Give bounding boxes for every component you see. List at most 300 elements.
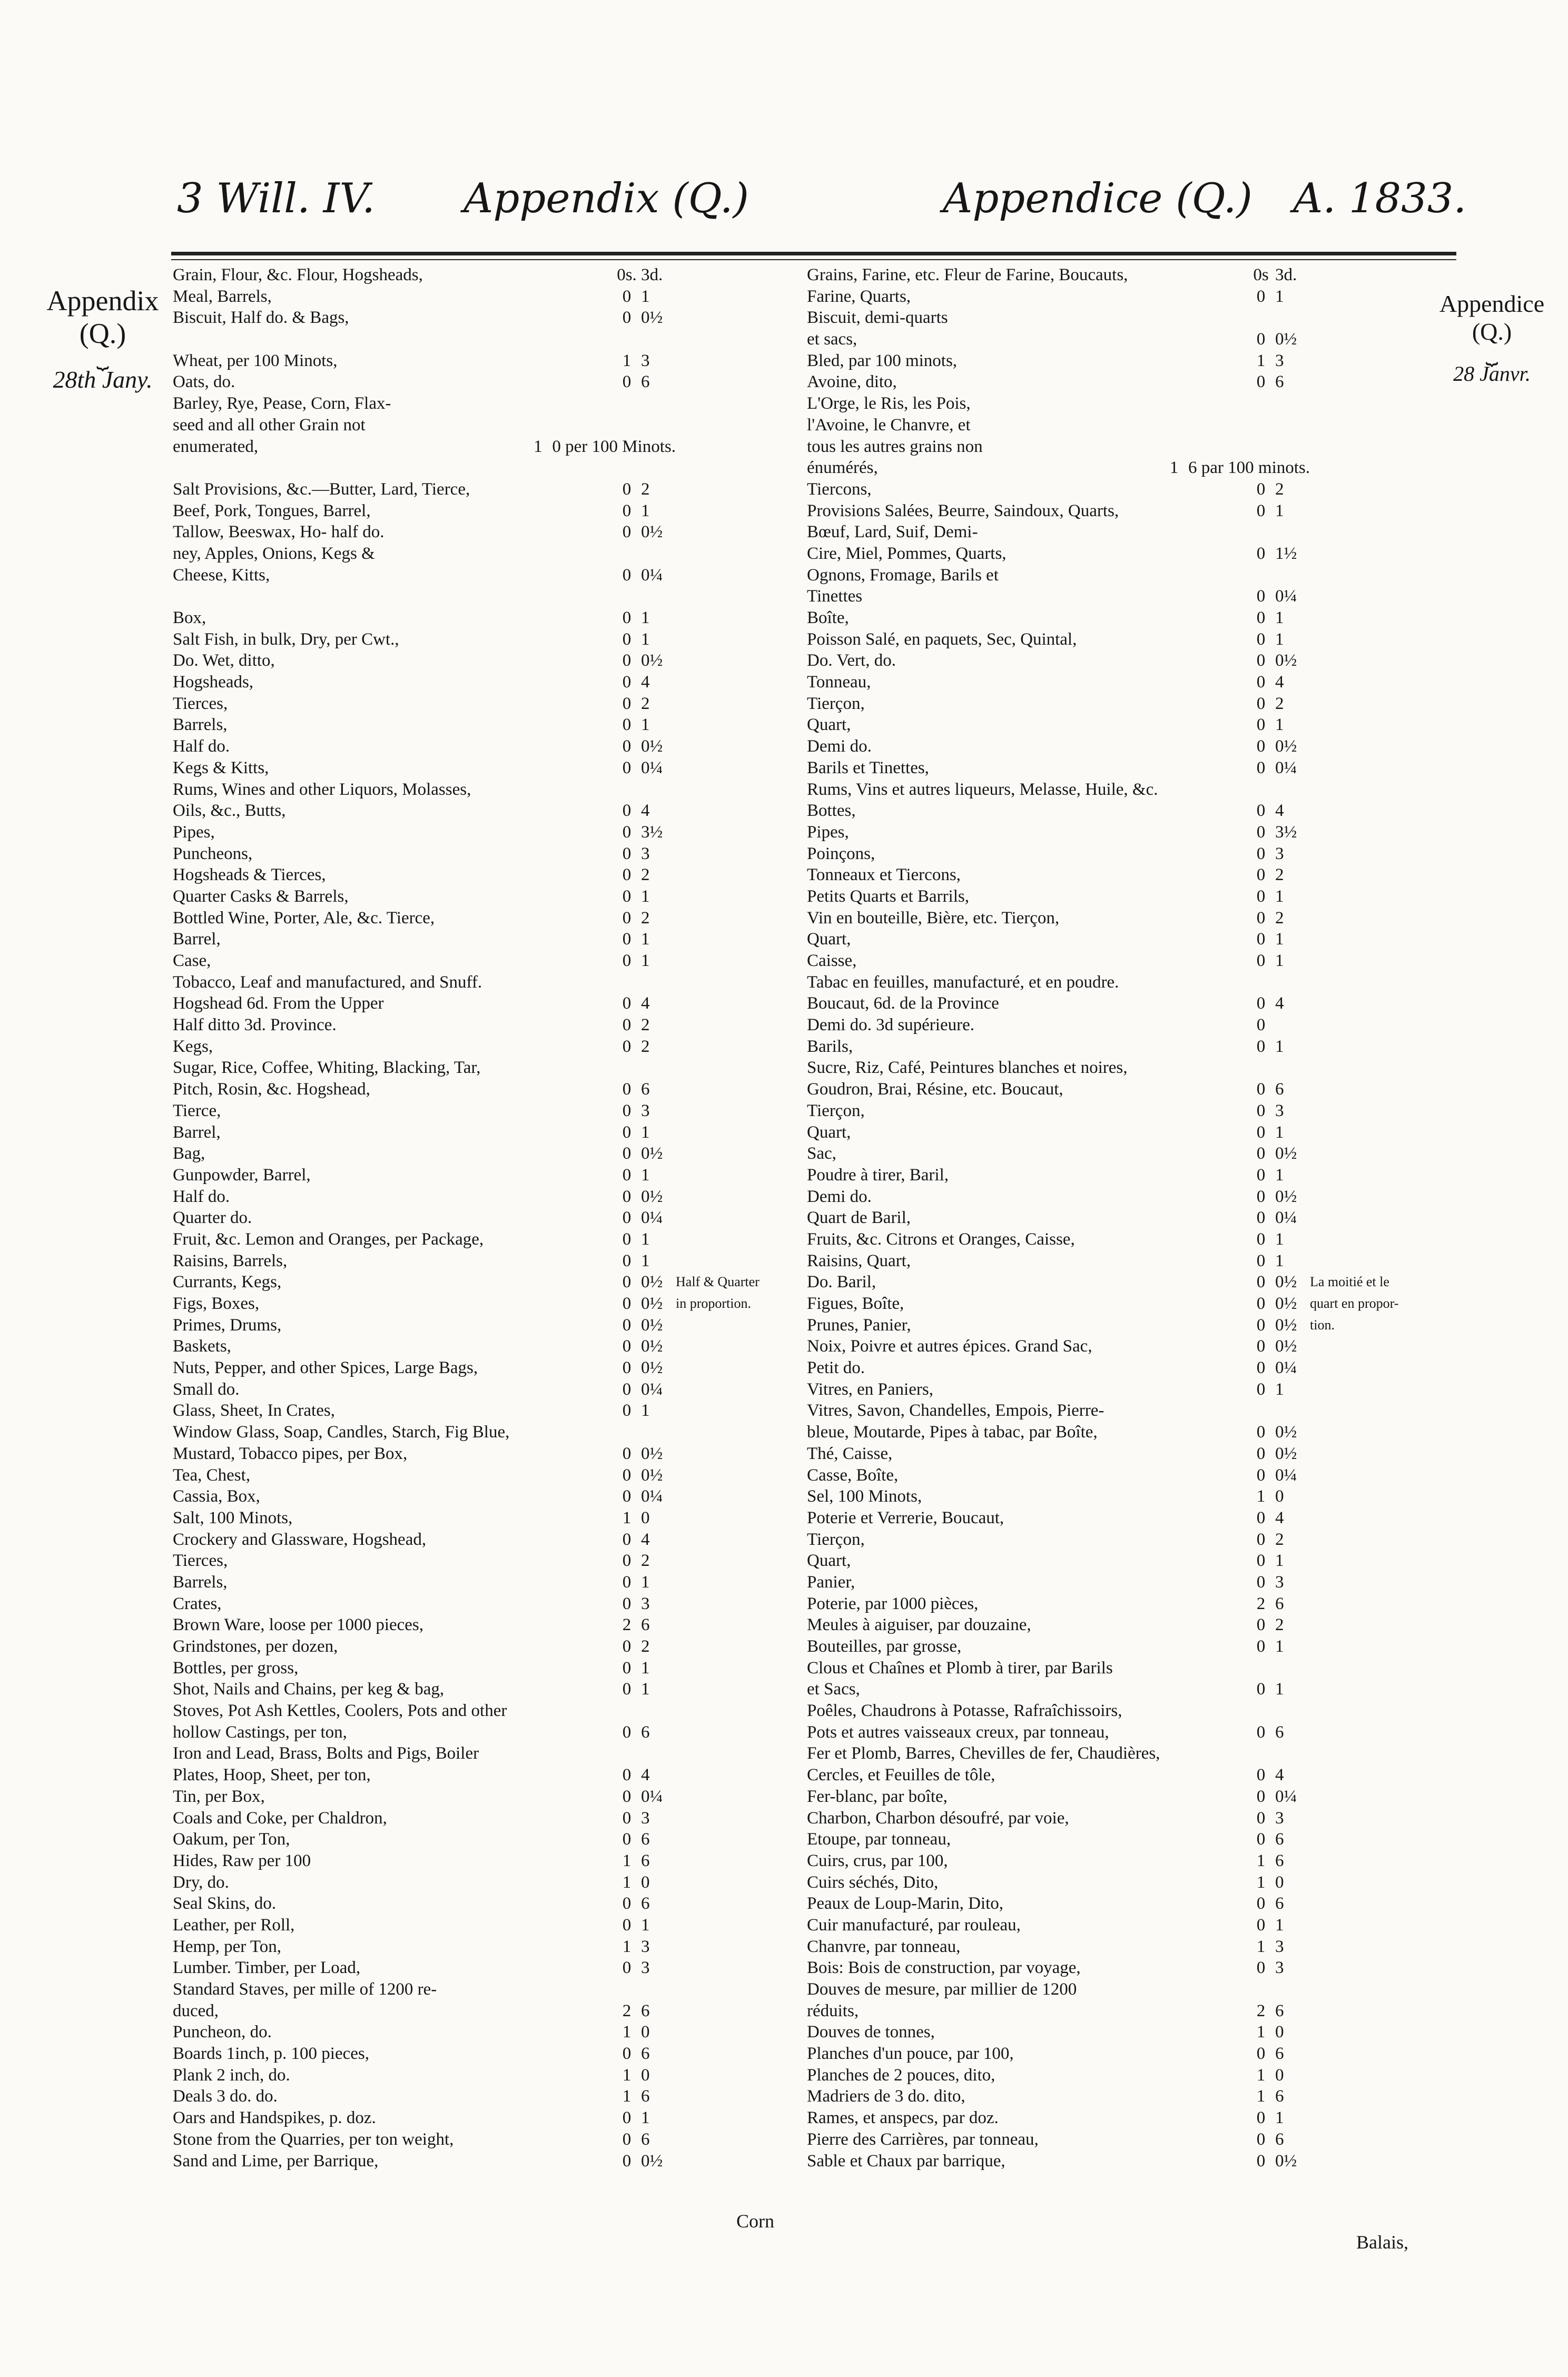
rate-shillings: 1 bbox=[622, 1851, 632, 1870]
rate-shillings: 0 bbox=[622, 1358, 632, 1378]
tariff-item-label: Lumber. Timber, per Load, bbox=[173, 1958, 361, 1978]
tariff-row bbox=[807, 1443, 1410, 1465]
tariff-row bbox=[173, 371, 776, 393]
rate-shillings: 0 bbox=[1256, 1144, 1266, 1163]
rate-pence bbox=[641, 415, 676, 436]
tariff-item-label: et Sacs, bbox=[807, 1680, 860, 1699]
tariff-row bbox=[173, 1229, 776, 1250]
rate-pence: 2 bbox=[641, 1637, 650, 1656]
rate-pence: 0 bbox=[641, 1508, 650, 1527]
tariff-row bbox=[807, 1207, 1410, 1229]
rate-shillings bbox=[613, 543, 641, 565]
tariff-item-label: Prunes, Panier, bbox=[807, 1315, 911, 1335]
tariff-item-label: Rums, Vins et autres liqueurs, Melasse, Huile, &c. bbox=[807, 780, 1158, 799]
rate-shillings: 0 bbox=[1256, 1508, 1266, 1527]
tariff-row bbox=[807, 650, 1410, 672]
tariff-item-label: Peaux de Loup-Marin, Dito, bbox=[807, 1894, 1004, 1914]
tariff-row bbox=[173, 779, 776, 801]
tariff-item-label: Quarter Casks & Barrels, bbox=[173, 886, 349, 906]
tariff-row bbox=[173, 1250, 776, 1272]
rate-pence: 3 bbox=[1275, 1937, 1284, 1956]
tariff-item-label: Pierre des Carrières, par tonneau, bbox=[807, 2129, 1039, 2149]
rate-shillings: 0 bbox=[622, 673, 632, 692]
proportion-note bbox=[676, 286, 776, 308]
rate-shillings: 0 bbox=[1256, 330, 1266, 349]
tariff-row bbox=[807, 1122, 1410, 1143]
rate-pence: 0½ bbox=[641, 1187, 663, 1206]
tariff-row bbox=[807, 1507, 1410, 1529]
rate-shillings: 0 bbox=[622, 865, 632, 885]
rate-shillings bbox=[613, 415, 641, 436]
rate-shillings: 0 bbox=[1256, 1208, 1266, 1228]
rate-pence: 2 bbox=[1275, 865, 1284, 885]
proportion-note bbox=[676, 800, 776, 822]
tariff-row bbox=[173, 1186, 776, 1208]
rate-pence: 3 bbox=[641, 1808, 650, 1828]
rate-pence bbox=[1275, 1014, 1310, 1036]
tariff-row bbox=[173, 1271, 776, 1293]
proportion-note bbox=[676, 886, 776, 908]
tariff-item-label: Farine, Quarts, bbox=[807, 287, 911, 306]
rate-shillings: 0 bbox=[622, 1187, 632, 1206]
tariff-item-label: Vitres, Savon, Chandelles, Empois, Pierre- bbox=[807, 1401, 1104, 1421]
tariff-item-label: Sac, bbox=[807, 1144, 836, 1163]
rate-shillings bbox=[1247, 1057, 1275, 1079]
rate-shillings: 0 bbox=[1256, 801, 1266, 821]
rate-shillings: 0 bbox=[622, 908, 632, 928]
rate-shillings: 1 bbox=[1256, 1937, 1266, 1956]
proportion-note bbox=[1310, 307, 1410, 329]
rate-shillings: 0 bbox=[622, 1658, 632, 1678]
rate-shillings: 0 bbox=[1256, 1680, 1266, 1699]
tariff-item-label: Salt, 100 Minots, bbox=[173, 1508, 293, 1527]
tariff-row bbox=[173, 757, 776, 779]
tariff-row bbox=[807, 1872, 1410, 1893]
tariff-item-label: Figues, Boîte, bbox=[807, 1294, 904, 1313]
tariff-row bbox=[807, 1036, 1410, 1058]
rate-shillings bbox=[1247, 1400, 1275, 1422]
tariff-row bbox=[173, 650, 776, 672]
tariff-row bbox=[807, 1315, 1410, 1336]
rate-shillings: 1 bbox=[1256, 2023, 1266, 2042]
proportion-note bbox=[1310, 543, 1410, 565]
tariff-item-label: Poterie et Verrerie, Boucaut, bbox=[807, 1508, 1004, 1527]
rate-pence: 1 bbox=[641, 951, 650, 970]
tariff-item-label: Deals 3 do. do. bbox=[173, 2087, 278, 2106]
tariff-item-label: Pipes, bbox=[173, 822, 215, 842]
header-year: A. 1833. bbox=[1293, 175, 1467, 222]
proportion-note bbox=[676, 1507, 776, 1529]
tariff-item-label: Raisins, Barrels, bbox=[173, 1251, 288, 1270]
tariff-row bbox=[173, 929, 776, 950]
proportion-note bbox=[676, 1165, 776, 1186]
tariff-row bbox=[173, 1700, 776, 1722]
tariff-row bbox=[173, 350, 776, 372]
tariff-row bbox=[173, 1915, 776, 1936]
rate-shillings: 0 bbox=[1256, 1187, 1266, 1206]
rate-pence bbox=[641, 329, 676, 350]
rate-pence: 3 bbox=[1275, 351, 1284, 370]
rate-shillings: 0 bbox=[1256, 1165, 1266, 1185]
tariff-row bbox=[807, 1057, 1410, 1079]
tariff-item-label: Iron and Lead, Brass, Bolts and Pigs, Boiler bbox=[173, 1744, 479, 1763]
proportion-note bbox=[676, 950, 776, 972]
tariff-row bbox=[807, 1764, 1410, 1786]
proportion-note bbox=[676, 1743, 776, 1764]
proportion-note bbox=[1310, 1143, 1410, 1165]
rate-shillings: 0 bbox=[1256, 1358, 1266, 1378]
tariff-item-label: Cuirs séchés, Dito, bbox=[807, 1872, 939, 1892]
rate-shillings: 1 bbox=[1256, 1487, 1266, 1506]
proportion-note bbox=[676, 714, 776, 736]
rate-shillings bbox=[613, 393, 641, 415]
tariff-item-label: Mustard, Tobacco pipes, per Box, bbox=[173, 1444, 408, 1463]
tariff-item-label: Bois: Bois de construction, par voyage, bbox=[807, 1958, 1081, 1978]
proportion-note bbox=[1310, 1465, 1410, 1486]
proportion-note bbox=[1310, 886, 1410, 908]
proportion-note bbox=[676, 1936, 776, 1958]
proportion-note bbox=[676, 1315, 776, 1336]
tariff-item-label: Tierçon, bbox=[807, 1530, 865, 1549]
proportion-note bbox=[1310, 1400, 1410, 1422]
proportion-note bbox=[676, 457, 776, 479]
proportion-note bbox=[676, 1572, 776, 1593]
proportion-note bbox=[1310, 779, 1410, 801]
rate-shillings: 0 bbox=[622, 2129, 632, 2149]
tariff-row bbox=[807, 565, 1410, 586]
rate-pence: 0½ bbox=[641, 737, 663, 756]
english-tariff-column bbox=[173, 264, 776, 2172]
tariff-row bbox=[173, 693, 776, 715]
tariff-row bbox=[807, 1722, 1410, 1743]
tariff-item-label: Petits Quarts et Barrils, bbox=[807, 886, 969, 906]
rate-shillings: 1 bbox=[622, 2023, 632, 2042]
rate-shillings: 0 bbox=[622, 2151, 632, 2171]
proportion-note bbox=[1310, 586, 1410, 607]
rate-shillings: 0 bbox=[1256, 372, 1266, 392]
proportion-note bbox=[676, 1465, 776, 1486]
rate-shillings: 0 bbox=[1256, 1101, 1266, 1120]
rate-shillings: 1 bbox=[622, 2065, 632, 2085]
tariff-row bbox=[173, 2043, 776, 2065]
rate-pence: 2 bbox=[1275, 1615, 1284, 1635]
tariff-item-label: Sable et Chaux par barrique, bbox=[807, 2151, 1005, 2171]
proportion-note bbox=[1310, 1957, 1410, 1979]
tariff-item-label: Barils et Tinettes, bbox=[807, 758, 929, 777]
tariff-row bbox=[173, 1829, 776, 1850]
rate-pence: 2 bbox=[641, 865, 650, 885]
margin-title: Appendix bbox=[46, 285, 159, 317]
proportion-note bbox=[676, 650, 776, 672]
tariff-item-label: L'Orge, le Ris, les Pois, bbox=[807, 394, 971, 413]
proportion-note bbox=[676, 1186, 776, 1208]
tariff-row bbox=[807, 714, 1410, 736]
rate-shillings: 0 bbox=[1256, 1444, 1266, 1463]
tariff-row bbox=[807, 1400, 1410, 1422]
rate-shillings: 0 bbox=[1256, 758, 1266, 777]
proportion-note bbox=[1310, 1529, 1410, 1551]
tariff-row bbox=[173, 1679, 776, 1700]
tariff-item-label: Quart, bbox=[807, 715, 851, 735]
proportion-note bbox=[676, 1829, 776, 1850]
rate-pence: 6 bbox=[641, 1080, 650, 1099]
proportion-note bbox=[676, 1336, 776, 1357]
tariff-row bbox=[173, 2000, 776, 2022]
rate-shillings bbox=[1247, 393, 1275, 415]
tariff-item-label: Hogsheads, bbox=[173, 673, 254, 692]
tariff-item-label: Sand and Lime, per Barrique, bbox=[173, 2151, 379, 2171]
proportion-note: in proportion. bbox=[676, 1296, 751, 1311]
proportion-note bbox=[1310, 1764, 1410, 1786]
tariff-item-label: Tierce, bbox=[173, 1101, 221, 1120]
tariff-row bbox=[173, 1315, 776, 1336]
rate-pence: 1 bbox=[1275, 608, 1284, 627]
tariff-item-label: Meules à aiguiser, par douzaine, bbox=[807, 1615, 1031, 1635]
tariff-row bbox=[807, 1957, 1410, 1979]
tariff-item-label: Sugar, Rice, Coffee, Whiting, Blacking, Tar, bbox=[173, 1058, 481, 1078]
rate-pence bbox=[1275, 779, 1310, 801]
rate-pence: 4 bbox=[641, 994, 650, 1013]
tariff-item-label bbox=[173, 586, 613, 607]
rate-pence: 0½ bbox=[1275, 2151, 1297, 2171]
rate-pence: 0¼ bbox=[641, 1379, 663, 1399]
rate-pence: 3 bbox=[1275, 1958, 1284, 1978]
tariff-row bbox=[173, 1079, 776, 1100]
margin-date: 28 Janvr. bbox=[1453, 362, 1531, 386]
tariff-item-label: Vitres, en Paniers, bbox=[807, 1379, 933, 1399]
proportion-note bbox=[676, 307, 776, 329]
rate-shillings: 0 bbox=[622, 308, 632, 328]
tariff-row bbox=[173, 1572, 776, 1593]
tariff-row bbox=[173, 736, 776, 757]
rate-shillings: 0 bbox=[1256, 1894, 1266, 1914]
rate-pence: 6 bbox=[641, 372, 650, 392]
tariff-item-label: Glass, Sheet, In Crates, bbox=[173, 1401, 335, 1421]
proportion-note bbox=[1310, 629, 1410, 650]
rate-pence: 6 bbox=[1275, 372, 1284, 392]
proportion-note bbox=[1310, 1207, 1410, 1229]
rate-pence: 0 bbox=[641, 2065, 650, 2085]
rate-pence: 0 bbox=[1275, 2065, 1284, 2085]
header-rule-thick bbox=[171, 252, 1456, 255]
proportion-note bbox=[1310, 950, 1410, 972]
proportion-note bbox=[1310, 1636, 1410, 1658]
margin-title: Appendice bbox=[1439, 290, 1545, 317]
tariff-row bbox=[173, 1614, 776, 1636]
proportion-note bbox=[1310, 436, 1410, 458]
rate-shillings: 0 bbox=[1256, 1530, 1266, 1549]
tariff-row bbox=[173, 500, 776, 522]
rate-pence: 1 bbox=[641, 1572, 650, 1592]
tariff-row bbox=[173, 1379, 776, 1400]
tariff-item-label: Crates, bbox=[173, 1594, 222, 1613]
proportion-note bbox=[1310, 908, 1410, 929]
rate-pence: 1 bbox=[641, 1658, 650, 1678]
tariff-item-label: Fer-blanc, par boîte, bbox=[807, 1787, 948, 1806]
proportion-note bbox=[1310, 393, 1410, 415]
proportion-note bbox=[1310, 929, 1410, 950]
proportion-note bbox=[1310, 329, 1410, 350]
tariff-item-label: Caisse, bbox=[807, 951, 857, 970]
tariff-item-label: Cercles, et Feuilles de tôle, bbox=[807, 1766, 995, 1785]
rate-shillings: 1 bbox=[1256, 2065, 1266, 2085]
rate-shillings bbox=[613, 1979, 641, 2000]
tariff-row bbox=[173, 2151, 776, 2172]
rate-shillings: 0 bbox=[622, 2108, 632, 2128]
tariff-item-label: Cuir manufacturé, par rouleau, bbox=[807, 1915, 1021, 1935]
tariff-item-label: Oakum, per Ton, bbox=[173, 1830, 290, 1849]
proportion-note bbox=[1310, 1614, 1410, 1636]
rate-shillings: 0 bbox=[622, 608, 632, 627]
tariff-item-label: réduits, bbox=[807, 2001, 859, 2020]
rate-pence: 6 bbox=[1275, 2001, 1284, 2020]
rate-pence: 3d. bbox=[641, 265, 663, 284]
rate-shillings bbox=[1247, 436, 1275, 458]
rate-shillings: 0 bbox=[622, 801, 632, 821]
rate-pence: 3 bbox=[641, 1594, 650, 1613]
proportion-note bbox=[1310, 2043, 1410, 2065]
tariff-row bbox=[173, 1293, 776, 1315]
tariff-row bbox=[173, 1036, 776, 1058]
tariff-row bbox=[807, 307, 1410, 329]
rate-shillings: 0 bbox=[622, 1144, 632, 1163]
rate-pence: 1 bbox=[1275, 715, 1284, 735]
rate-shillings: 0 bbox=[622, 1551, 632, 1571]
rate-shillings: 0 bbox=[1256, 694, 1266, 713]
proportion-note bbox=[676, 1122, 776, 1143]
rate-pence: 1 bbox=[641, 1680, 650, 1699]
tariff-row bbox=[173, 1550, 776, 1572]
tariff-row bbox=[807, 800, 1410, 822]
rate-shillings: 0 bbox=[622, 951, 632, 970]
tariff-item-label: Planches de 2 pouces, dito, bbox=[807, 2065, 995, 2085]
rate-pence bbox=[641, 1422, 676, 1443]
tariff-item-label: Half do. bbox=[173, 737, 230, 756]
rate-pence: 1 bbox=[641, 1915, 650, 1935]
rate-pence: 6 bbox=[1275, 1894, 1284, 1914]
tariff-item-label: Pitch, Rosin, &c. Hogshead, bbox=[173, 1080, 370, 1099]
tariff-row bbox=[807, 757, 1410, 779]
tariff-item-label: Oars and Handspikes, p. doz. bbox=[173, 2108, 376, 2128]
tariff-row bbox=[173, 1979, 776, 2000]
proportion-note bbox=[676, 672, 776, 693]
rate-shillings bbox=[613, 457, 641, 479]
tariff-item-label: Tonneaux et Tiercons, bbox=[807, 865, 961, 885]
rate-shillings: 0 bbox=[622, 1080, 632, 1099]
rate-pence: 4 bbox=[1275, 673, 1284, 692]
rate-shillings: 1 bbox=[622, 1937, 632, 1956]
rate-pence: 1 bbox=[641, 1229, 650, 1249]
rate-pence: 1 bbox=[1275, 287, 1284, 306]
proportion-note bbox=[676, 1379, 776, 1400]
tariff-row bbox=[173, 1850, 776, 1872]
tariff-row bbox=[807, 1808, 1410, 1829]
rate-shillings: 0 bbox=[622, 1530, 632, 1549]
tariff-item-label: Small do. bbox=[173, 1379, 240, 1399]
rate-pence bbox=[1275, 393, 1310, 415]
rate-pence: 3 bbox=[1275, 1572, 1284, 1592]
tariff-item-label: Douves de tonnes, bbox=[807, 2023, 935, 2042]
tariff-item-label: Boîte, bbox=[807, 608, 849, 627]
rate-pence bbox=[641, 1743, 676, 1764]
header-title-english: Appendix (Q.) bbox=[464, 175, 749, 222]
tariff-item-label: Tin, per Box, bbox=[173, 1787, 265, 1806]
rate-shillings: 1 bbox=[622, 1872, 632, 1892]
proportion-note bbox=[1310, 972, 1410, 993]
proportion-note bbox=[1310, 1057, 1410, 1079]
rate-pence: 2 bbox=[641, 479, 650, 499]
rate-shillings: 0 bbox=[1256, 1465, 1266, 1485]
rate-shillings: 0 bbox=[622, 1122, 632, 1142]
proportion-note bbox=[1310, 286, 1410, 308]
rate-pence: 1 bbox=[641, 1401, 650, 1421]
rate-pence: 1 bbox=[641, 715, 650, 735]
rate-shillings: 0 bbox=[622, 1315, 632, 1335]
tariff-item-label: Tierçon, bbox=[807, 694, 865, 713]
tariff-row bbox=[173, 1336, 776, 1357]
rate-shillings bbox=[613, 1422, 641, 1443]
tariff-row bbox=[807, 1529, 1410, 1551]
tariff-row bbox=[173, 307, 776, 329]
tariff-item-label: Cuirs, crus, par 100, bbox=[807, 1851, 948, 1870]
rate-pence: 6 bbox=[1275, 1851, 1284, 1870]
tariff-item-label: Raisins, Quart, bbox=[807, 1251, 911, 1270]
rate-shillings: 0 bbox=[1256, 715, 1266, 735]
tariff-row bbox=[807, 1593, 1410, 1615]
tariff-row bbox=[807, 521, 1410, 543]
rate-shillings: 0 bbox=[1256, 673, 1266, 692]
proportion-note bbox=[676, 972, 776, 993]
rate-shillings: 0 bbox=[622, 1572, 632, 1592]
tariff-item-label: Hides, Raw per 100 bbox=[173, 1851, 311, 1870]
rate-pence: 4 bbox=[1275, 801, 1284, 821]
rate-pence bbox=[1275, 565, 1310, 586]
tariff-row bbox=[173, 800, 776, 822]
rate-pence: 0¼ bbox=[1275, 1787, 1297, 1806]
rate-shillings: 0 bbox=[1256, 1615, 1266, 1635]
rate-shillings: 0 bbox=[622, 651, 632, 670]
proportion-note bbox=[1310, 800, 1410, 822]
tariff-item-label: Casse, Boîte, bbox=[807, 1465, 899, 1485]
proportion-note bbox=[1310, 457, 1410, 479]
rate-shillings: 0 bbox=[622, 479, 632, 499]
tariff-row bbox=[173, 1529, 776, 1551]
proportion-note bbox=[676, 1722, 776, 1743]
tariff-item-label: Tinettes bbox=[807, 587, 863, 606]
tariff-item-label: Poêles, Chaudrons à Potasse, Rafraîchissoirs, bbox=[807, 1701, 1122, 1721]
proportion-note bbox=[1310, 565, 1410, 586]
tariff-item-label: Kegs, bbox=[173, 1037, 213, 1056]
rate-pence: 1 bbox=[1275, 501, 1284, 520]
rate-pence: 0½ bbox=[641, 1273, 663, 1292]
rate-pence: 1 bbox=[1275, 1229, 1284, 1249]
proportion-note bbox=[1310, 843, 1410, 865]
rate-pence: 0½ bbox=[641, 1358, 663, 1378]
proportion-note bbox=[676, 2086, 776, 2107]
rate-pence: 1 bbox=[641, 287, 650, 306]
proportion-note bbox=[1310, 757, 1410, 779]
rate-shillings: 0 bbox=[1256, 1808, 1266, 1828]
tariff-row bbox=[807, 1915, 1410, 1936]
proportion-note bbox=[1310, 1572, 1410, 1593]
rate-shillings: 0 bbox=[622, 1680, 632, 1699]
tariff-item-label: Beef, Pork, Tongues, Barrel, bbox=[173, 501, 371, 520]
tariff-row bbox=[173, 521, 776, 543]
rate-pence: 6 bbox=[641, 2129, 650, 2149]
rate-shillings bbox=[613, 972, 641, 993]
tariff-item-label: tous les autres grains non bbox=[807, 437, 983, 456]
proportion-note bbox=[1310, 1550, 1410, 1572]
